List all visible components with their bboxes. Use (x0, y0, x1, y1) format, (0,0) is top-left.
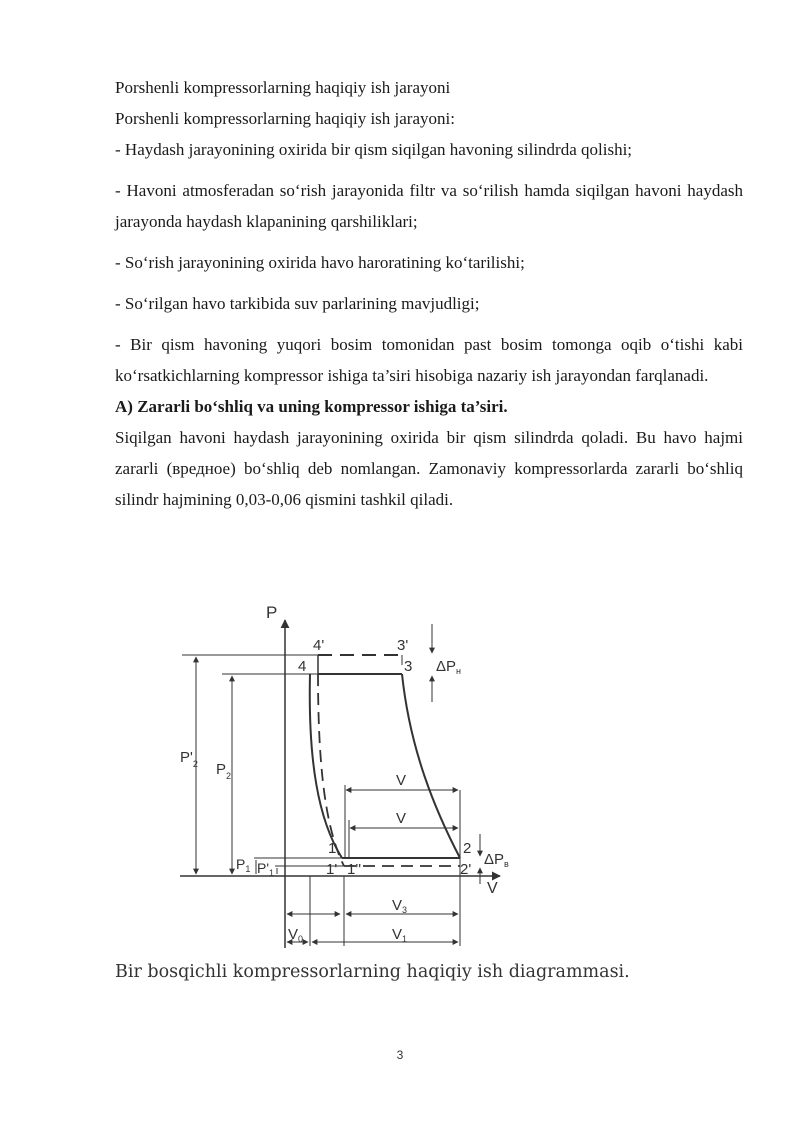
list-item-5: - Bir qism havoning yuqori bosim tomonidan past bosim tomonga oqib o‘tishi kabi ko‘rsatkichlarning kompressor ishiga ta’siri hisobiga nazariy ish jarayondan farqlanadi. (115, 335, 743, 385)
list-item-3: - So‘rish jarayonining oxirida havo haroratining ko‘tarilishi; (115, 253, 525, 272)
label-v1-main: V (392, 926, 403, 943)
label-p1-main: P (236, 856, 246, 872)
label-v1 (392, 926, 407, 944)
label-point-4prime: 4' (313, 637, 325, 654)
label-p2 (216, 761, 231, 781)
document-title: Porshenli kompressorlarning haqiqiy ish jarayoni (115, 78, 451, 97)
label-p2-main: P (216, 761, 227, 778)
label-point-1dprime: 1'' (347, 861, 362, 878)
label-point-1prime: 1' (326, 861, 338, 878)
label-p1 (236, 856, 250, 874)
figure-caption: Bir bosqichli kompressorlarning haqiqiy ish diagrammasi. (115, 962, 630, 982)
label-p1-sub: 1 (245, 864, 251, 874)
label-delta-pv (484, 851, 509, 869)
pv-diagram (150, 600, 650, 960)
label-point-2prime: 2' (460, 861, 472, 878)
label-point-3prime: 3' (397, 637, 409, 654)
label-point-1: 1 (328, 840, 337, 857)
label-v0 (288, 926, 303, 944)
label-v-lower: V (396, 810, 407, 827)
label-p1prime-sub: 1 (269, 868, 275, 878)
label-p1prime (257, 860, 274, 878)
v-axis-label: V (487, 880, 498, 897)
label-point-4: 4 (298, 658, 307, 675)
label-p2prime-sub: 2 (192, 759, 198, 769)
list-item-1: - Haydash jarayonining oxirida bir qism siqilgan havoning silindrda qolishi; (115, 140, 633, 159)
label-p2prime (180, 749, 198, 769)
page-number: 3 (396, 1048, 404, 1062)
label-v1-sub: 1 (402, 934, 408, 944)
section-heading: A) Zararli bo‘shliq va uning kompressor ishiga ta’siri. (115, 397, 508, 416)
expansion-curve (310, 674, 342, 858)
text-body (115, 72, 743, 515)
label-v3-sub: 3 (402, 905, 408, 915)
label-p2prime-main: P' (180, 749, 193, 766)
compression-curve (402, 674, 460, 858)
section-paragraph: Siqilgan havoni haydash jarayonining oxirida bir qism silindrda qoladi. Bu havo hajmi zararli (вредное) bo‘shliq deb nomlangan. Zamonaviy kompressorlarda zararli bo‘shliq silindr hajmining 0,03-0,06 qismini tashkil qiladi. (115, 428, 743, 509)
label-delta-ph-main: ΔP (436, 658, 457, 675)
label-delta-ph (436, 658, 461, 676)
label-delta-pv-sub: в (504, 859, 509, 869)
list-item-2: - Havoni atmosferadan so‘rish jarayonida filtr va so‘rilish hamda siqilgan havoni haydash jarayonda haydash klapanining qarshiliklari; (115, 181, 743, 231)
label-delta-pv-main: ΔP (484, 851, 505, 868)
label-p2-sub: 2 (226, 771, 232, 781)
label-v3-main: V (392, 897, 403, 914)
label-p1prime-main: P' (257, 860, 270, 876)
label-point-2: 2 (463, 840, 472, 857)
p-axis-label: P (266, 603, 278, 622)
label-v0-main: V (288, 926, 299, 943)
label-delta-ph-sub: н (456, 666, 462, 676)
list-item-4: - So‘rilgan havo tarkibida suv parlarining mavjudligi; (115, 294, 480, 313)
label-v3 (392, 897, 407, 915)
label-point-3: 3 (404, 658, 413, 675)
intro-line: Porshenli kompressorlarning haqiqiy ish jarayoni: (115, 109, 455, 128)
label-v-upper: V (396, 772, 407, 789)
label-v0-sub: 0 (298, 934, 304, 944)
